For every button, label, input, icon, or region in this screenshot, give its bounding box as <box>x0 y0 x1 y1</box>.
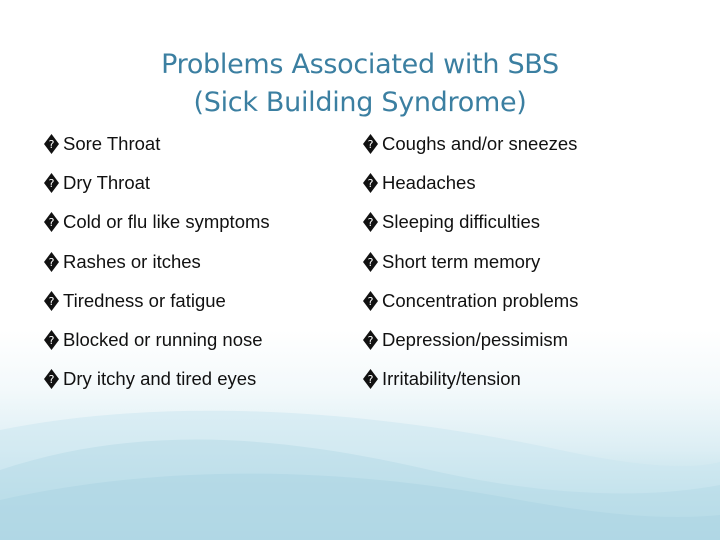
list-item <box>363 326 578 365</box>
missing-glyph-replacement-icon <box>363 212 378 232</box>
missing-glyph-replacement-icon <box>363 173 378 193</box>
missing-glyph-replacement-icon <box>44 252 59 272</box>
svg-text:?: ? <box>48 373 55 387</box>
list-item-label: Concentration problems <box>382 289 579 311</box>
missing-glyph-replacement-icon <box>44 369 59 389</box>
svg-text:?: ? <box>48 216 55 230</box>
list-item <box>363 287 578 326</box>
missing-glyph-replacement-icon <box>44 173 59 193</box>
list-item <box>363 169 578 208</box>
svg-text:?: ? <box>367 138 374 151</box>
missing-glyph-replacement-icon <box>363 134 378 154</box>
list-item-label: Dry Throat <box>63 172 151 194</box>
right-symptom-list <box>363 130 578 404</box>
missing-glyph-replacement-icon <box>363 369 378 389</box>
svg-text:?: ? <box>367 333 374 347</box>
slide-title <box>0 46 720 122</box>
missing-glyph-replacement-icon <box>363 330 378 350</box>
list-item-label: Sore Throat <box>63 133 161 154</box>
svg-text:?: ? <box>367 255 374 269</box>
missing-glyph-replacement-icon <box>363 252 378 272</box>
svg-text:?: ? <box>367 373 374 387</box>
svg-text:?: ? <box>48 138 55 151</box>
list-item-label: Headaches <box>382 172 476 194</box>
list-item <box>363 130 578 169</box>
svg-text:?: ? <box>48 333 55 347</box>
svg-text:?: ? <box>48 294 55 308</box>
title-line-1: Problems Associated with SBS <box>161 49 559 80</box>
list-item <box>44 248 270 287</box>
missing-glyph-replacement-icon <box>44 291 59 311</box>
list-item-label: Rashes or itches <box>63 250 201 272</box>
list-item <box>44 130 270 169</box>
svg-text:?: ? <box>367 177 374 191</box>
list-item-label: Sleeping difficulties <box>382 211 541 233</box>
svg-text:?: ? <box>48 255 55 269</box>
list-item-label: Cold or flu like symptoms <box>63 211 270 233</box>
list-item-label: Short term memory <box>382 250 541 272</box>
left-symptom-list <box>44 130 270 404</box>
list-item-label: Blocked or running nose <box>63 328 263 350</box>
title-line-2: (Sick Building Syndrome) <box>193 87 527 118</box>
list-item <box>44 365 270 404</box>
missing-glyph-replacement-icon <box>363 291 378 311</box>
missing-glyph-replacement-icon <box>44 330 59 350</box>
missing-glyph-replacement-icon <box>44 134 59 154</box>
list-item-label: Depression/pessimism <box>382 328 569 350</box>
list-item-label: Tiredness or fatigue <box>63 289 226 311</box>
svg-text:?: ? <box>367 216 374 230</box>
list-item <box>44 326 270 365</box>
list-item-label: Coughs and/or sneezes <box>382 133 578 154</box>
missing-glyph-replacement-icon <box>44 212 59 232</box>
list-item-label: Irritability/tension <box>382 368 521 390</box>
svg-text:?: ? <box>48 177 55 191</box>
svg-text:?: ? <box>367 294 374 308</box>
list-item <box>44 208 270 247</box>
list-item-label: Dry itchy and tired eyes <box>63 368 257 390</box>
list-item <box>363 365 578 404</box>
list-item <box>44 287 270 326</box>
list-item <box>44 169 270 208</box>
list-item <box>363 208 578 247</box>
list-item <box>363 248 578 287</box>
